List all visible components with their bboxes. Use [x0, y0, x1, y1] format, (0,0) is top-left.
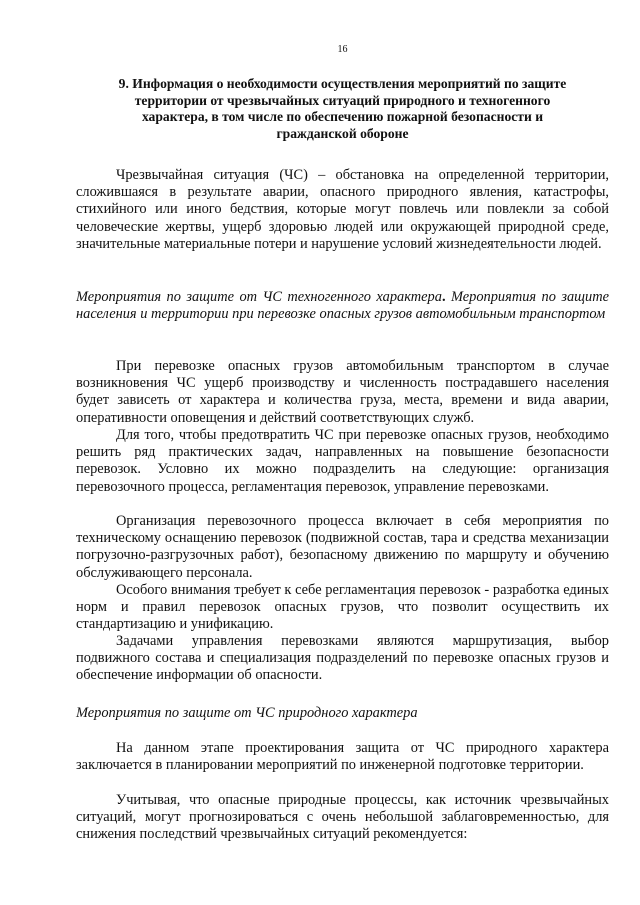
body-paragraph: Для того, чтобы предотвратить ЧС при перевозке опасных грузов, необходимо решить ряд практических задач, направленных на повышение безопасности перевозок. Условно их можно подразделить на следующие: организация перевозочного процесса, регламентация перевозок, управление перевозками. — [76, 427, 609, 495]
subheading-part: Мероприятия по защите от ЧС техногенного характера — [76, 289, 442, 305]
heading-line: территории от чрезвычайных ситуаций природного и техногенного — [134, 92, 551, 108]
section-heading — [76, 76, 609, 142]
body-paragraph: Организация перевозочного процесса включает в себя мероприятия по техническому оснащению перевозок (подвижной состав, тара и средства механизации погрузочно-разгрузочных работ), безопасному движению по маршруту и обучению обслуживающего персонала. — [76, 513, 609, 581]
subheading-dot: . — [441, 289, 446, 305]
body-paragraph: На данном этапе проектирования защита от ЧС природного характера заключается в планировании мероприятий по инженерной подготовке территории. — [76, 740, 609, 774]
heading-line: характера, в том числе по обеспечению пожарной безопасности и — [141, 109, 544, 124]
body-paragraph: Особого внимания требует к себе регламентация перевозок - разработка единых норм и правил перевозок опасных грузов, что позволит осуществить их стандартизацию и унификацию. — [76, 582, 609, 633]
body-paragraph: Задачами управления перевозками являются маршрутизация, выбор подвижного состава и специализация подразделений по перевозке опасных грузов и обеспечение информации об опасности. — [76, 633, 609, 684]
heading-line: гражданской обороне — [276, 125, 409, 141]
heading-line: 9. Информация о необходимости осуществления мероприятий по защите — [118, 76, 567, 91]
subheading-part: Мероприятия по защите населения и территории при перевозке опасных грузов автомобильным транспортом — [76, 289, 609, 323]
body-paragraph: Учитывая, что опасные природные процессы, как источник чрезвычайных ситуаций, могут прогнозироваться с очень небольшой заблаговременностью, для снижения последствий чрезвычайных ситуаций рекомендуется: — [76, 792, 609, 843]
body-paragraph: При перевозке опасных грузов автомобильным транспортом в случае возникновения ЧС ущерб производству и численность пострадавшего населения будет зависеть от характера и количества груза, места, времени и вида аварии, оперативности оповещения и действий соответствующих служб. — [76, 358, 609, 426]
page-number: 16 — [337, 44, 348, 55]
subheading-natural: Мероприятия по защите от ЧС природного характера — [76, 705, 418, 721]
subheading-technogenic — [76, 289, 609, 323]
intro-paragraph: Чрезвычайная ситуация (ЧС) – обстановка на определенной территории, сложившаяся в результате аварии, опасного природного явления, катастрофы, стихийного или иного бедствия, которые могут повлечь или повлекли за собой человеческие жертвы, ущерб здоровью людей или окружающей природной среде, значительные материальные потери и нарушение условий жизнедеятельности людей. — [76, 167, 609, 252]
